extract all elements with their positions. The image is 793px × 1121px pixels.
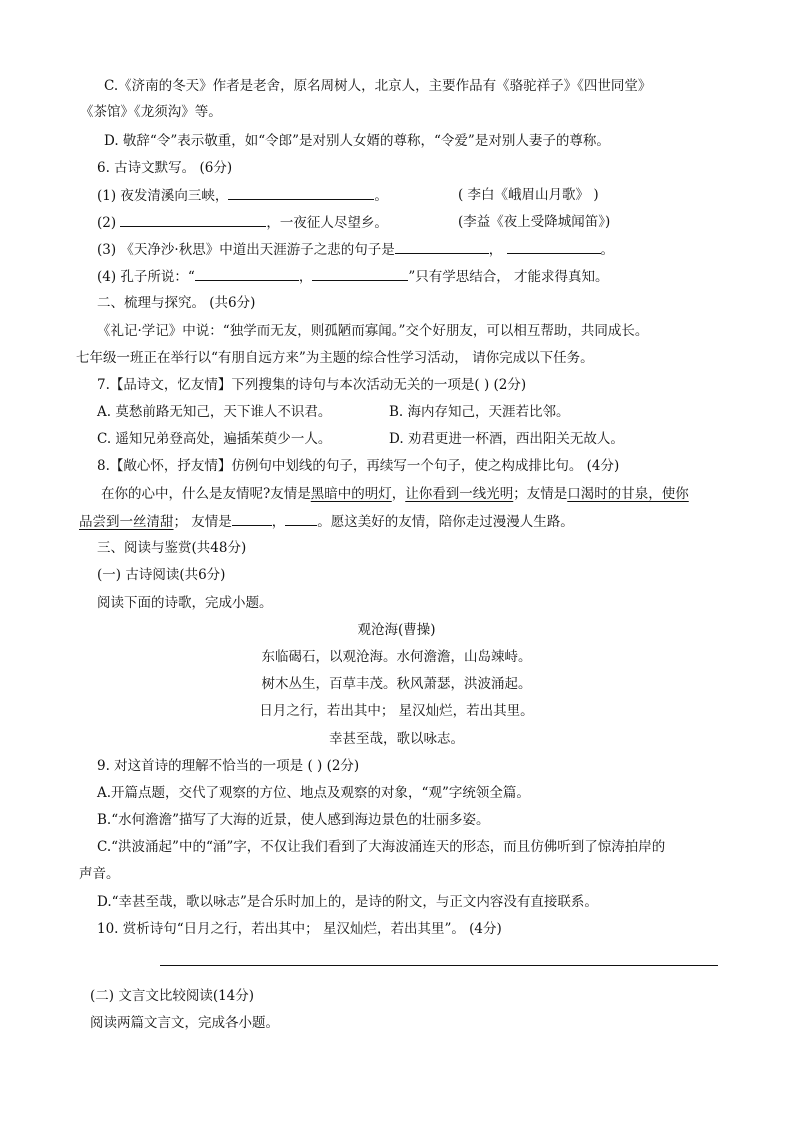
question-10: 10. 赏析诗句“日月之行，若出其中； 星汉灿烂，若出其里”。 (4分) bbox=[97, 921, 502, 937]
answer-line[interactable] bbox=[160, 965, 718, 966]
answer-blank[interactable] bbox=[507, 239, 601, 254]
q8-text: 在你的心中，什么是友情呢?友情是 bbox=[101, 486, 311, 502]
answer-blank[interactable] bbox=[232, 511, 272, 526]
q9-option-b: B.“水何澹澹”描写了大海的近景，使人感到海边景色的壮丽多姿。 bbox=[97, 812, 490, 828]
q6-4-sep: ， bbox=[298, 269, 313, 285]
q7-option-c: C. 遥知兄弟登高处，遍插茱萸少一人。 bbox=[97, 431, 332, 447]
subsection-1-heading: (一) 古诗阅读(共6分) bbox=[97, 567, 226, 583]
q8-text: ；友情是 bbox=[513, 486, 568, 502]
intro-line1: 《礼记·学记》中说：“独学而无友，则孤陋而寡闻。”交个好朋友，可以相互帮助，共同成长。 bbox=[97, 323, 649, 339]
answer-blank[interactable] bbox=[312, 266, 408, 281]
q6-2-text: ，一夜征人尽望乡。 bbox=[266, 215, 388, 231]
q8-underlined: 黑暗中的明灯 bbox=[310, 486, 392, 502]
option-d: D. 敬辞“令”表示敬重，如“令郎”是对别人女婿的尊称，“令爱”是对别人妻子的尊称。 bbox=[104, 133, 610, 149]
answer-blank[interactable] bbox=[195, 266, 299, 281]
q6-2-num: (2) bbox=[97, 215, 117, 231]
question-6-item-1 bbox=[97, 185, 388, 206]
q8-text: 。愿这美好的友情，陪你走过漫漫人生路。 bbox=[317, 514, 574, 530]
poem-line: 日月之行，若出其中； 星汉灿烂，若出其里。 bbox=[259, 703, 534, 719]
poem-line: 东临碣石，以观沧海。水何澹澹，山岛竦峙。 bbox=[261, 649, 532, 665]
option-c-line1: C.《济南的冬天》作者是老舍，原名周树人，北京人，主要作品有《骆驼祥子》《四世同堂》 bbox=[104, 78, 652, 94]
question-6-item-2 bbox=[97, 212, 388, 233]
q6-1-citation: ( 李白《峨眉山月歌》 ) bbox=[458, 187, 599, 203]
question-9: 9. 对这首诗的理解不恰当的一项是 ( ) (2分) bbox=[97, 758, 360, 774]
question-6-item-3 bbox=[97, 239, 614, 260]
answer-blank[interactable] bbox=[285, 511, 317, 526]
q9-option-c-line2: 声音。 bbox=[79, 866, 120, 882]
classical-instruction: 阅读两篇文言文，完成各小题。 bbox=[90, 1015, 279, 1031]
q8-text: ， bbox=[391, 486, 406, 502]
answer-blank[interactable] bbox=[120, 212, 266, 227]
intro-line2: 七年级一班正在举行以“有朋自远方来”为主题的综合性学习活动， 请你完成以下任务。 bbox=[76, 350, 594, 366]
q7-option-b: B. 海内存知己，天涯若比邻。 bbox=[389, 404, 570, 420]
poem-line: 树木丛生，百草丰茂。秋风萧瑟，洪波涌起。 bbox=[261, 676, 532, 692]
q8-underlined: 品尝到一丝清甜 bbox=[79, 514, 174, 530]
q6-3-sep: ， bbox=[488, 242, 503, 258]
q8-underlined: 让你看到一线光明 bbox=[405, 486, 514, 502]
q6-4-end: ”只有学思结合， 才能求得真知。 bbox=[408, 269, 609, 285]
answer-blank[interactable] bbox=[395, 239, 489, 254]
q6-2-citation: (李益《夜上受降城闻笛》) bbox=[458, 214, 611, 230]
question-7: 7.【品诗文，忆友情】下列搜集的诗句与本次活动无关的一项是( ) (2分) bbox=[97, 377, 527, 393]
q7-option-d: D. 劝君更进一杯酒，西出阳关无故人。 bbox=[389, 431, 624, 447]
answer-blank[interactable] bbox=[228, 185, 374, 200]
subsection-2-heading: (二) 文言文比较阅读(14分) bbox=[90, 988, 255, 1004]
q9-option-d: D.“幸甚至哉，歌以咏志”是合乐时加上的，是诗的附文，与正文内容没有直接联系。 bbox=[97, 894, 598, 910]
q6-3-end: 。 bbox=[600, 242, 615, 258]
q8-example-line1 bbox=[101, 484, 689, 504]
q6-4-text: (4) 孔子所说：“ bbox=[97, 269, 195, 285]
section-2-heading: 二、梳理与探究。 (共6分) bbox=[97, 295, 256, 311]
q8-text: ； 友情是 bbox=[173, 514, 232, 530]
question-6-title: 6. 古诗文默写。 (6分) bbox=[97, 160, 233, 176]
poem-line: 幸甚至哉，歌以咏志。 bbox=[329, 731, 464, 747]
question-6-item-4 bbox=[97, 266, 609, 287]
q9-option-c-line1: C.“洪波涌起”中的“涌”字，不仅让我们看到了大海波涌连天的形态，而且仿佛听到了惊涛拍岸的 bbox=[97, 839, 666, 855]
q7-option-a: A. 莫愁前路无知己，天下谁人不识君。 bbox=[97, 404, 332, 420]
section-3-heading: 三、阅读与鉴赏(共48分) bbox=[97, 540, 247, 556]
q9-option-a: A.开篇点题，交代了观察的方位、地点及观察的对象，“观”字统领全篇。 bbox=[97, 785, 530, 801]
q8-example-line2 bbox=[79, 511, 574, 532]
q8-text: ， bbox=[271, 514, 286, 530]
option-c-line2: 《茶馆》《龙须沟》等。 bbox=[80, 104, 222, 120]
poem-instruction: 阅读下面的诗歌，完成小题。 bbox=[97, 595, 273, 611]
question-8: 8.【敞心怀，抒友情】仿例句中划线的句子，再续写一个句子，使之构成排比句。 (4分) bbox=[97, 458, 620, 474]
poem-title: 观沧海(曹操) bbox=[357, 622, 436, 638]
q6-3-text: (3) 《天净沙·秋思》中道出天涯游子之悲的句子是 bbox=[97, 242, 395, 258]
q8-underlined: 口渴时的甘泉，使你 bbox=[567, 486, 689, 502]
q6-1-text: (1) 夜发清溪向三峡， bbox=[97, 188, 229, 204]
q6-1-end: 。 bbox=[374, 188, 388, 204]
